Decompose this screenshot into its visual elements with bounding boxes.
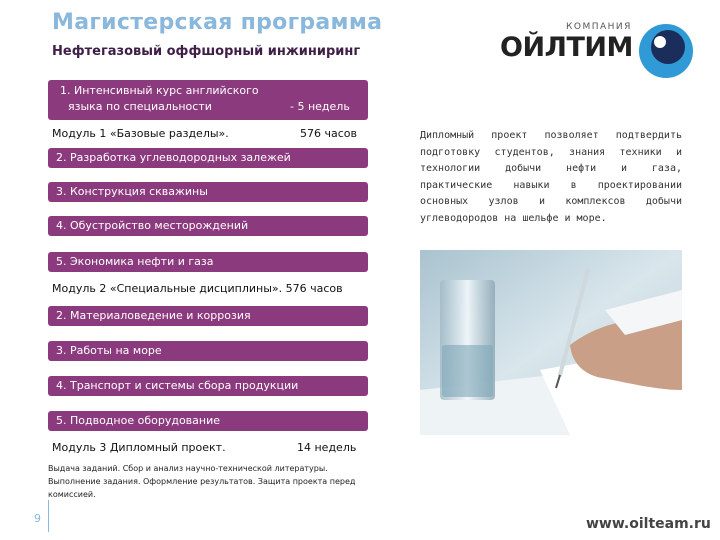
website-url[interactable]: www.oilteam.ru [586,516,711,532]
logo-small-text: КОМПАНИЯ [566,22,632,32]
module-2-label: Модуль 2 «Специальные дисциплины». 576 часов [52,282,343,295]
writing-photo [420,250,682,435]
logo-mark-icon [638,20,694,82]
course-item-label: 5. Подводное оборудование [56,414,221,427]
course-item-label: 4. Обустройство месторождений [56,219,249,232]
course-item-label: 3. Конструкция скважины [56,185,208,198]
course-item-label: 5. Экономика нефти и газа [56,255,214,268]
course-item-5 [48,306,368,326]
course-english-line1: 1. Интенсивный курс английского [60,84,259,97]
module-3-notes: Выдача заданий. Сбор и анализ научно-технической литературы. Выполнение задания. Оформление результатов. Защита проекта перед комиссией. [48,464,356,499]
course-item-label: 3. Работы на море [56,344,162,357]
course-item-7 [48,376,368,396]
page-title: Магистерская программа [52,10,383,35]
module-3-weeks: 14 недель [297,441,357,454]
course-item-4 [48,252,368,272]
diploma-description: Дипломный проект позволяет подтвердить подготовку студентов, знания техники и технологии добычи нефти и газа, практические навыки в проектировании основных узлов и комплексов добычи углеводородов на шельфе и море. [420,130,682,224]
page-subtitle: Нефтегазовый оффшорный инжиниринг [52,44,361,59]
page-number: 9 [34,512,41,525]
course-item-6 [48,341,368,361]
course-item-label: 2. Материаловедение и коррозия [56,309,251,322]
course-item-1 [48,148,368,168]
logo-big-text: ОЙЛТИМ [500,32,633,63]
course-item-label: 4. Транспорт и системы сбора продукции [56,379,299,392]
course-english-line2: языка по специальности [68,100,212,113]
module-1-label: Модуль 1 «Базовые разделы». [52,127,229,140]
company-logo [498,18,698,86]
footer-divider [48,500,49,532]
course-item-label: 2. Разработка углеводородных залежей [56,151,291,164]
module-3-label: Модуль 3 Дипломный проект. [52,441,226,454]
module-1-hours: 576 часов [300,127,357,140]
course-item-3 [48,216,368,236]
course-english-box [48,80,368,120]
course-english-weeks: - 5 недель [290,100,350,113]
course-item-8 [48,411,368,431]
course-item-2 [48,182,368,202]
